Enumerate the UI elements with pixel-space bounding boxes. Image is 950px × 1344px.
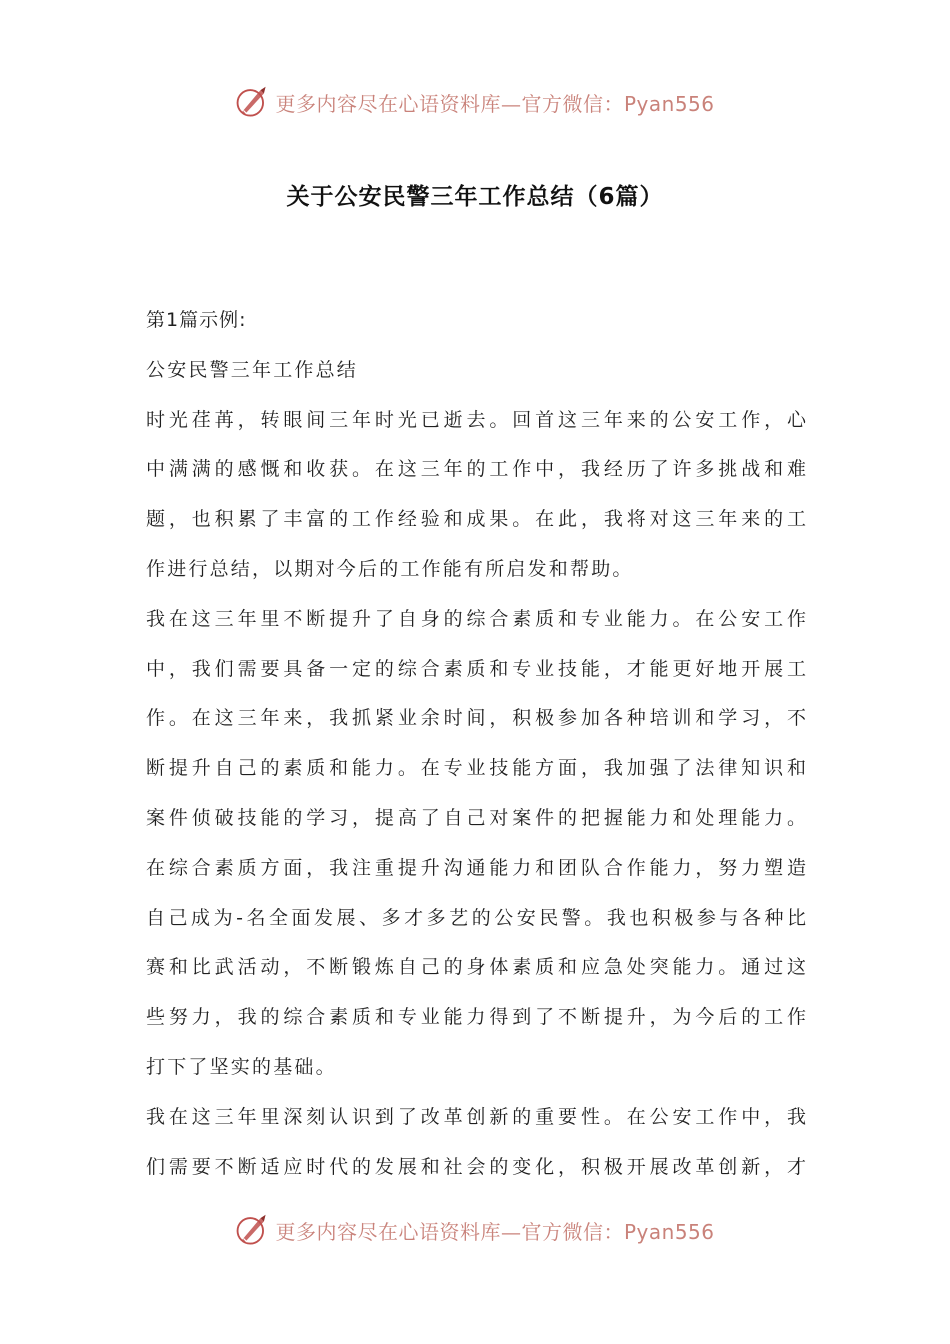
paragraph-line: 时光荏苒，转眼间三年时光已逝去。回首这三年来的公安工作，心 xyxy=(146,408,806,431)
paragraph-line: 我在这三年里深刻认识到了改革创新的重要性。在公安工作中，我 xyxy=(146,1105,806,1128)
watermark-text: 更多内容尽在心语资料库—官方微信：Pyan556 xyxy=(275,91,715,116)
section-label: 第1篇示例: xyxy=(146,309,247,331)
watermark-brand: Pyan556 xyxy=(623,91,715,116)
paragraph-line: 题，也积累了丰富的工作经验和成果。在此，我将对这三年来的工 xyxy=(146,508,806,531)
document-body xyxy=(146,296,806,1192)
footer-watermark xyxy=(0,1210,950,1250)
paragraph-line: 些努力，我的综合素质和专业能力得到了不断提升，为今后的工作 xyxy=(146,1006,806,1029)
paragraph-line: 中，我们需要具备一定的综合素质和专业技能，才能更好地开展工 xyxy=(146,657,806,680)
header-watermark xyxy=(0,82,950,122)
paragraph-line: 断提升自己的素质和能力。在专业技能方面，我加强了法律知识和 xyxy=(146,757,806,780)
quill-logo-icon xyxy=(235,1213,269,1247)
document-title: 关于公安民警三年工作总结（6篇） xyxy=(286,184,664,210)
section-heading: 公安民警三年工作总结 xyxy=(146,358,359,381)
watermark-text: 更多内容尽在心语资料库—官方微信：Pyan556 xyxy=(275,1219,715,1244)
paragraph-line: 中满满的感慨和收获。在这三年的工作中，我经历了许多挑战和难 xyxy=(146,458,806,481)
paragraph-line: 作。在这三年来，我抓紧业余时间，积极参加各种培训和学习，不 xyxy=(146,707,806,730)
paragraph-line: 自己成为-名全面发展、多才多艺的公安民警。我也积极参与各种比 xyxy=(146,906,806,929)
paragraph-line: 案件侦破技能的学习，提高了自己对案件的把握能力和处理能力。 xyxy=(146,806,806,829)
paragraph-line: 赛和比武活动，不断锻炼自己的身体素质和应急处突能力。通过这 xyxy=(146,956,806,979)
paragraph-line: 们需要不断适应时代的发展和社会的变化，积极开展改革创新，才 xyxy=(146,1155,806,1178)
paragraph-line: 我在这三年里不断提升了自身的综合素质和专业能力。在公安工作 xyxy=(146,607,806,630)
quill-logo-icon xyxy=(235,85,269,119)
paragraph-line: 打下了坚实的基础。 xyxy=(146,1055,337,1078)
paragraph-line: 作进行总结，以期对今后的工作能有所启发和帮助。 xyxy=(146,557,634,580)
watermark-brand: Pyan556 xyxy=(623,1219,715,1244)
paragraph-line: 在综合素质方面，我注重提升沟通能力和团队合作能力，努力塑造 xyxy=(146,856,806,879)
